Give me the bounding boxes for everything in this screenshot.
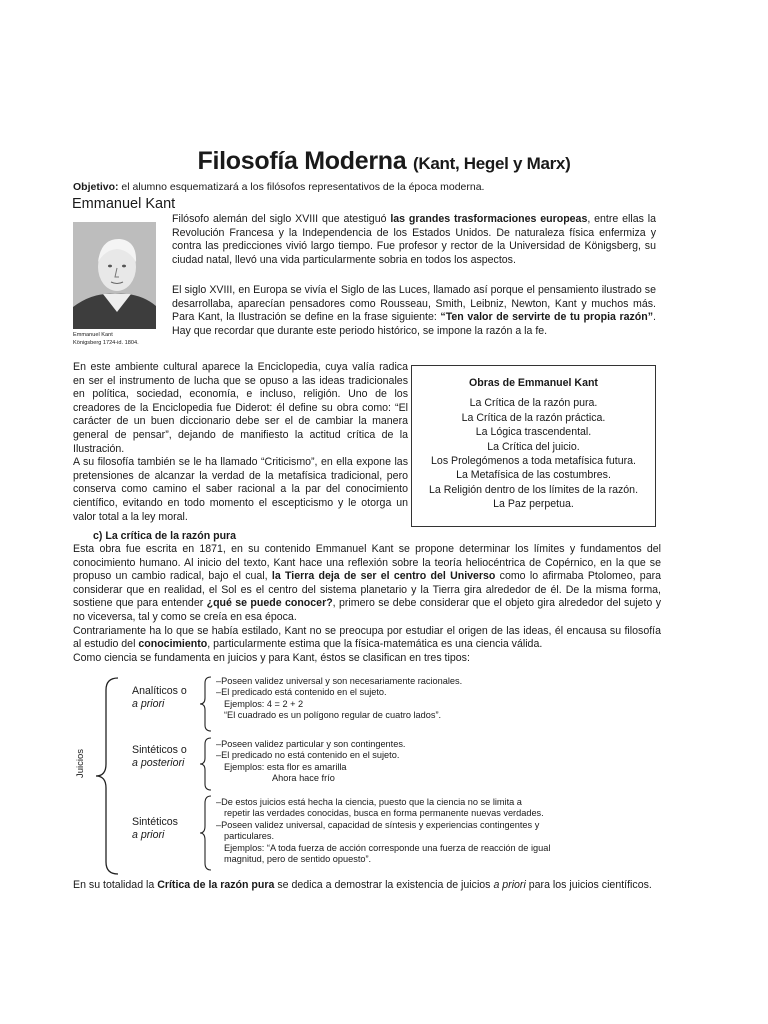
kant-bio-paragraph bbox=[172, 213, 656, 267]
portrait-caption bbox=[73, 332, 139, 347]
juicio-line: –Poseen validez universal, capacidad de síntesis y experiencias contingentes y bbox=[216, 819, 540, 830]
bio-text-a: Filósofo alemán del siglo XVIII que atestiguó bbox=[172, 213, 391, 225]
obras-item: La Metafísica de las costumbres. bbox=[456, 469, 611, 482]
obras-box bbox=[411, 365, 656, 527]
rp-text-bold-1: la Tierra deja de ser el centro del Universo bbox=[271, 570, 496, 583]
portrait-illustration bbox=[73, 222, 156, 329]
obras-item: La Lógica trascendental. bbox=[475, 426, 592, 439]
obras-item: Los Prolegómenos a toda metafísica futura. bbox=[431, 455, 636, 468]
juicio-qualifier: a posteriori bbox=[132, 757, 185, 769]
rp-text-bold-2: ¿qué se puede conocer? bbox=[206, 597, 333, 610]
criticismo-paragraph: A su filosofía también se le ha llamado “Criticismo”, en ella expone las pretensiones de alcanzar la verdad de la metafísica tradicional, pero conserva como camino el saber racional a la par del conocimiento científico, evitando en todo momento el escepticismo y le otorga un valor total a la ley moral. bbox=[73, 456, 408, 523]
bio-text-c: , entre ellas la Revolución Francesa y la Independencia de los Estados Unidos. De naturaleza física enfermiza y contra las predicciones vivió largo tiempo. Fue profesor y rector de la Universidad de Königsberg, su ciudad natal, llevó una vida particularmente sobria en todos los aspectos. bbox=[172, 213, 657, 266]
juicio-line: “El cuadrado es un polígono regular de cuatro lados”. bbox=[224, 710, 442, 721]
juicio-line: Ejemplos: “A toda fuerza de acción corresponde una fuerza de reacción de igual bbox=[224, 842, 551, 853]
juicio-line: Ejemplos: esta flor es amarilla bbox=[224, 761, 347, 772]
rp-text-e: , primero se debe considerar que el objeto gira alrededor del sujeto y no viceversa, tal y como se creía en esa época. bbox=[73, 597, 661, 623]
juicio-line: –El predicado está contenido en el sujeto. bbox=[216, 687, 387, 698]
juicio-group-sinteticos-priori bbox=[132, 816, 178, 842]
conclusion-italic: a priori bbox=[493, 879, 526, 891]
caption-line-1: Emmanuel Kant bbox=[73, 332, 113, 338]
juicio-line: magnitud, pero de sentido opuesto”. bbox=[224, 854, 372, 865]
juicio-line: Ejemplos: 4 = 2 + 2 bbox=[224, 698, 304, 709]
juicio-details-sinteticos-priori bbox=[216, 797, 550, 865]
conclusion-paragraph bbox=[73, 879, 663, 893]
razon-pura-paragraph-1 bbox=[73, 543, 661, 625]
obras-item: La Crítica de la razón práctica. bbox=[461, 411, 606, 424]
juicio-name: Sintéticos o bbox=[132, 744, 187, 756]
juicio-line: –Poseen validez particular y son contingentes. bbox=[216, 739, 406, 749]
obras-title: Obras de Emmanuel Kant bbox=[469, 377, 598, 389]
objective-label: Objetivo: bbox=[73, 181, 119, 193]
ilustracion-text-c: . Hay que recordar que durante este periodo histórico, se impone la razón a la fe. bbox=[172, 311, 656, 337]
rp-text-c: como lo afirmaba Ptolomeo, para considerar que en realidad, el Sol es el centro del sistema planetario y la Tierra gira alrededor de él. De la misma forma, sostiene que para entender bbox=[73, 570, 661, 610]
ilustracion-paragraph bbox=[172, 284, 656, 338]
juicios-main-brace bbox=[92, 676, 122, 876]
razon-pura-paragraph-3: Como ciencia se fundamenta en juicios y para Kant, éstos se clasifican en tres tipos: bbox=[73, 651, 470, 664]
objective-text: el alumno esquematizará a los filósofos representativos de la época moderna. bbox=[118, 181, 485, 193]
juicio-brace-sinteticos-posteriori bbox=[198, 737, 214, 791]
rp2-text-a: Contrariamente ha lo que se había estilado, Kant no se preocupa por estudiar el origen de las ideas, él encausa su filosofía al estudio del bbox=[73, 624, 661, 651]
title-main: Filosofía Moderna bbox=[197, 147, 407, 175]
juicio-name: Sintéticos bbox=[132, 816, 178, 828]
obras-item: La Crítica de la razón pura. bbox=[469, 397, 598, 410]
juicio-group-sinteticos-posteriori bbox=[132, 744, 187, 770]
juicio-qualifier: a priori bbox=[132, 829, 165, 841]
section-c-heading: c) La crítica de la razón pura bbox=[93, 530, 237, 542]
juicio-line: –Poseen validez universal y son necesariamente racionales. bbox=[216, 676, 463, 686]
enciclopedia-column bbox=[73, 361, 408, 524]
section-title: Emmanuel Kant bbox=[72, 196, 176, 212]
title-subtitle: (Kant, Hegel y Marx) bbox=[413, 154, 571, 173]
juicio-line: particulares. bbox=[224, 831, 275, 842]
rp2-text-bold: conocimiento bbox=[138, 638, 208, 651]
ilustracion-text-a: El siglo XVIII, en Europa se vivía el Siglo de las Luces, llamado así porque el pensamiento ilustrado se desarrollaba, aparecían pensadores como Rousseau, Smith, Leibniz, Newton, Kant y muchos más. Para Kant, la Ilustración se define en la frase siguiente: bbox=[172, 284, 656, 324]
rp-text-a: Esta obra fue escrita en 1871, en su contenido Emmanuel Kant se propone determinar los límites y fundamentos del conocimiento humano. Al inicio del texto, Kant hace una reflexión sobre la teoría heliocéntrica de Copérnico, en la que se propuso un cambio radical, bajo el cual, bbox=[73, 543, 661, 583]
juicio-line: –De estos juicios está hecha la ciencia, puesto que la ciencia no se limita a bbox=[216, 797, 522, 807]
objective-line bbox=[73, 181, 484, 193]
kant-portrait bbox=[73, 222, 156, 329]
juicio-line: Ahora hace frío bbox=[272, 773, 335, 784]
juicio-details-sinteticos-posteriori bbox=[216, 739, 405, 785]
juicio-brace-sinteticos-priori bbox=[198, 795, 214, 871]
conclusion-text-a: En su totalidad la bbox=[73, 879, 158, 891]
juicio-brace-analiticos bbox=[198, 676, 214, 732]
juicio-details-analiticos bbox=[216, 676, 462, 722]
razon-pura-body bbox=[73, 543, 661, 665]
obras-item: La Paz perpetua. bbox=[493, 498, 574, 511]
bio-text-bold: las grandes trasformaciones europeas bbox=[390, 213, 588, 225]
juicio-group-analiticos bbox=[132, 685, 187, 711]
rp2-text-c: , particularmente estima que la física-matemática es una ciencia válida. bbox=[207, 638, 543, 651]
conclusion-text-e: para los juicios científicos. bbox=[525, 879, 652, 891]
razon-pura-paragraph-2 bbox=[73, 625, 661, 652]
juicios-label: Juicios bbox=[75, 748, 86, 778]
conclusion-bold: Crítica de la razón pura bbox=[157, 879, 275, 891]
caption-line-2: Königsberg 1724-id. 1804. bbox=[73, 339, 139, 346]
juicio-qualifier: a priori bbox=[132, 698, 165, 710]
obras-item: La Crítica del juicio. bbox=[487, 440, 580, 453]
page-title bbox=[0, 147, 768, 176]
juicio-line: repetir las verdades conocidas, busca en forma permanente nuevas verdades. bbox=[224, 808, 544, 819]
ilustracion-quote: “Ten valor de servirte de tu propia razón” bbox=[440, 311, 654, 324]
juicio-line: –El predicado no está contenido en el sujeto. bbox=[216, 750, 400, 761]
obras-item: La Religión dentro de los límites de la razón. bbox=[428, 483, 639, 496]
juicio-name: Analíticos o bbox=[132, 685, 187, 697]
conclusion-text-c: se dedica a demostrar la existencia de juicios bbox=[274, 879, 494, 891]
enciclopedia-paragraph: En este ambiente cultural aparece la Enciclopedia, cuya valía radica en ser el instrumento de lucha que se opuso a las ideas tradicionales en política, sociedad, economía, e incluso, religión. Uno de los creadores de la Enciclopedia fue Diderot: él define su obra como: “El carácter de un buen diccionario debe ser el de cambiar la manera general de pensar”, dejando de manifiesto la actitud crítica de la Ilustración. bbox=[73, 361, 408, 455]
